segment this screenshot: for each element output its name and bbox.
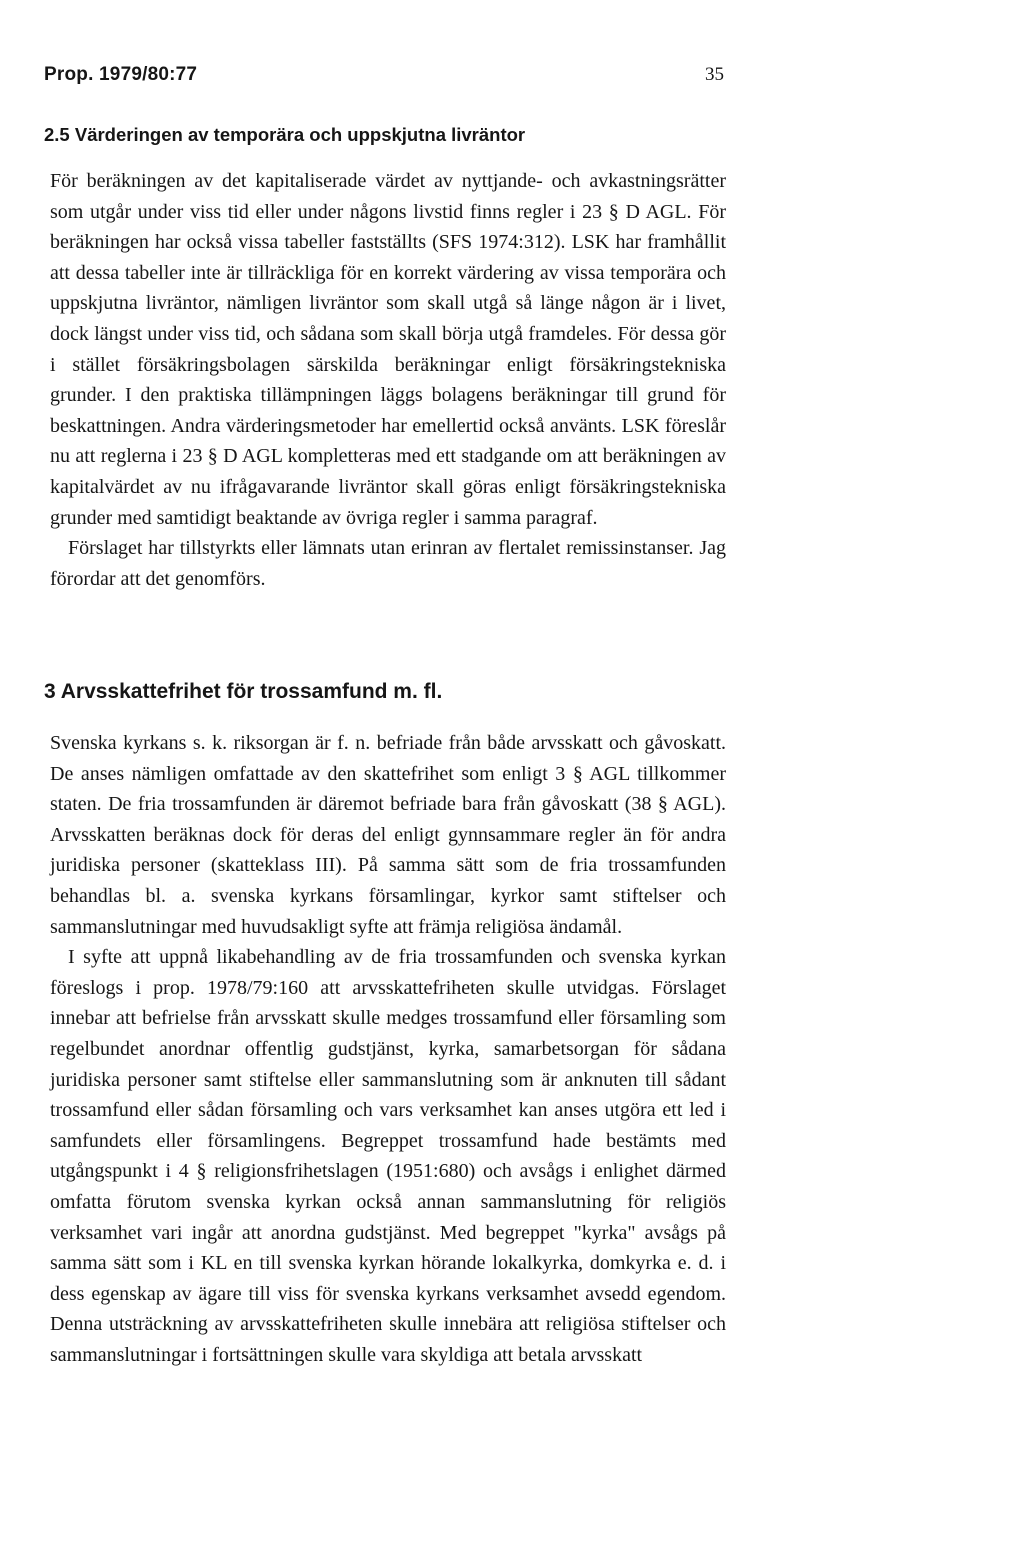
section-body-2-5 [50,166,726,594]
section-body-3 [50,728,726,1370]
section-heading-2-5: 2.5 Värderingen av temporära och uppskjutna livräntor [44,124,526,145]
paragraph: För beräkningen av det kapitaliserade värdet av nyttjande- och avkastningsrätter som utgår under viss tid eller under någons livstid finns regler i 23 § D AGL. För beräkningen har också vissa tabeller fastställts (SFS 1974:312). LSK har framhållit att dessa tabeller inte är tillräckliga för en korrekt värdering av vissa temporära och uppskjutna livräntor, nämligen livräntor som skall utgå så länge någon är i livet, dock längst under viss tid, och sådana som skall börja utgå framdeles. För dessa gör i stället försäkringsbolagen särskilda beräkningar enligt försäkringstekniska grunder. I den praktiska tillämpningen läggs bolagens beräkningar till grund för beskattningen. Andra värderingsmetoder har emellertid också använts. LSK föreslår nu att reglerna i 23 § D AGL kompletteras med ett stadgande om att beräkningen av kapitalvärdet av nu ifrågavarande livräntor skall göras enligt försäkringstekniska grunder med samtidigt beaktande av övriga regler i samma paragraf. [50,170,726,529]
paragraph: Förslaget har tillstyrkts eller lämnats utan erinran av flertalet remissinstanser. Jag förordar att det genomförs. [50,537,726,590]
paragraph: Svenska kyrkans s. k. riksorgan är f. n. befriade från både arvsskatt och gåvoskatt. De anses nämligen omfattade av den skattefrihet som enligt 3 § AGL tillkommer staten. De fria trossamfunden är däremot befriade bara från gåvoskatt (38 § AGL). Arvsskatten beräknas dock för deras del enligt gynnsammare regler än för andra juridiska personer (skatteklass III). På samma sätt som de fria trossamfunden behandlas bl. a. svenska kyrkans församlingar, kyrkor samt stiftelser och sammanslutningar med huvudsakligt syfte att främja religiösa ändamål. [50,732,726,938]
page-number: 35 [705,64,724,85]
paragraph: I syfte att uppnå likabehandling av de fria trossamfunden och svenska kyrkan föreslogs i prop. 1978/79:160 att arvsskattefriheten skulle utvidgas. Förslaget innebar att befrielse från arvsskatt skulle medges trossamfund eller församling som regelbundet anordnar offentlig gudstjänst, kyrka, samarbetsorgan för sådana juridiska personer samt stiftelse eller sammanslutning som är anknuten till sådant trossamfund eller sådan församling och vars verksamhet kan anses utgöra ett led i samfundets eller församlingens. Begreppet trossamfund hade bestämts med utgångspunkt i 4 § religionsfrihetslagen (1951:680) och avsågs i enlighet därmed omfatta förutom svenska kyrkan också annan sammanslutning för religiös verksamhet vari ingår att anordna gudstjänst. Med begreppet "kyrka" avsågs på samma sätt som i KL en till svenska kyrkan hörande lokalkyrka, domkyrka e. d. i dess egenskap av ägare till viss för svenska kyrkans verksamhet avsedd egendom. Denna utsträckning av arvsskattefriheten skulle innebära att religiösa stiftelser och sammanslutningar i fortsättningen skulle vara skyldiga att betala arvsskatt [50,946,726,1366]
document-reference: Prop. 1979/80:77 [44,64,198,85]
section-heading-3: 3 Arvsskattefrihet för trossamfund m. fl. [44,680,443,703]
running-header [44,64,724,94]
